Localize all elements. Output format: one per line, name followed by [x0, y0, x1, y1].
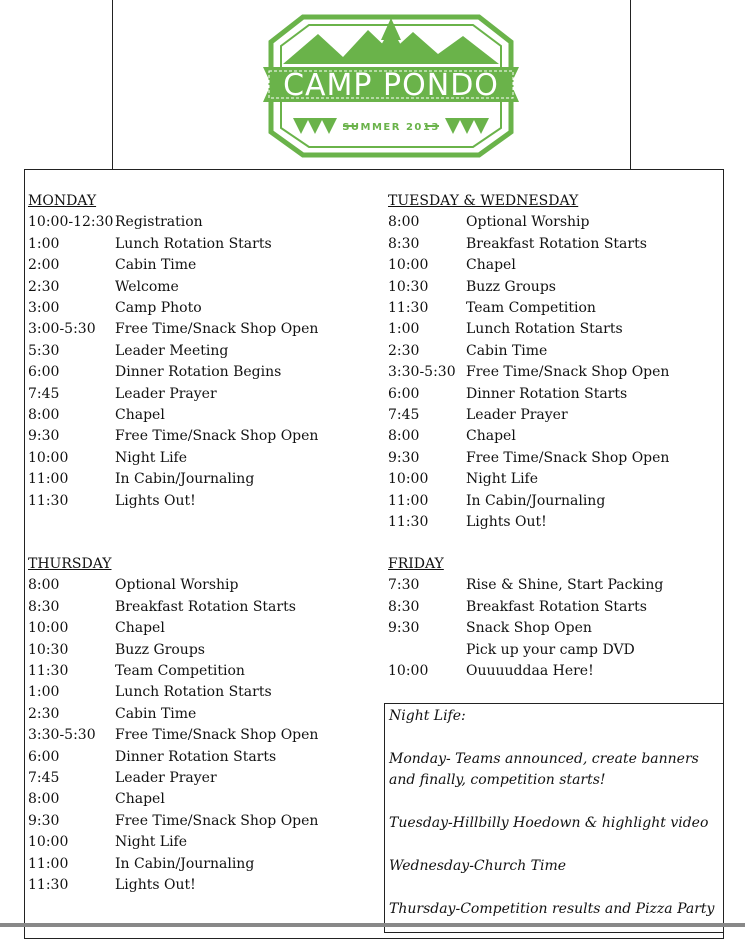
- schedule-event: Breakfast Rotation Starts: [115, 598, 296, 615]
- day-rows: [388, 575, 663, 682]
- schedule-time: 2:30: [28, 278, 60, 295]
- schedule-event: Chapel: [115, 407, 165, 424]
- schedule-row: [28, 426, 318, 447]
- schedule-time: 7:45: [28, 770, 60, 787]
- schedule-row: [388, 277, 669, 298]
- schedule-time: 8:00: [388, 214, 420, 231]
- schedule-time: 9:30: [388, 620, 420, 637]
- schedule-row: [388, 575, 663, 596]
- schedule-event: In Cabin/Journaling: [115, 471, 255, 488]
- schedule-row: [388, 640, 663, 661]
- schedule-time: 8:00: [388, 428, 420, 445]
- schedule-time: 7:45: [28, 385, 60, 402]
- camp-logo: [263, 12, 519, 158]
- schedule-row: [28, 832, 318, 853]
- schedule-event: Night Life: [466, 471, 539, 488]
- day-rows: [28, 575, 318, 896]
- schedule-row: [28, 618, 318, 639]
- schedule-row: [28, 491, 318, 512]
- schedule-time: 10:30: [388, 278, 429, 295]
- night-life-item: Tuesday-Hillbilly Hoedown & highlight video: [389, 815, 709, 831]
- schedule-row: [28, 875, 318, 896]
- schedule-time: 6:00: [388, 385, 420, 402]
- thursday-schedule: [28, 554, 318, 897]
- logo-subtitle: SUMMER 2013: [342, 122, 440, 133]
- schedule-time: 8:30: [388, 598, 420, 615]
- schedule-row: [28, 854, 318, 875]
- schedule-time: 10:00: [388, 663, 429, 680]
- schedule-time: 1:00: [28, 235, 60, 252]
- schedule-row: [28, 319, 318, 340]
- schedule-row: [28, 725, 318, 746]
- schedule-row: [28, 298, 318, 319]
- schedule-row: [28, 597, 318, 618]
- schedule-row: [28, 768, 318, 789]
- schedule-event: Snack Shop Open: [466, 620, 592, 637]
- schedule-row: [28, 575, 318, 596]
- schedule-event: Free Time/Snack Shop Open: [115, 812, 319, 829]
- schedule-time: 11:00: [28, 471, 69, 488]
- schedule-time: 10:00: [28, 834, 69, 851]
- logo-title: CAMP PONDO: [283, 68, 499, 103]
- schedule-row: [388, 426, 669, 447]
- schedule-event: Leader Meeting: [115, 342, 229, 359]
- schedule-event: Free Time/Snack Shop Open: [466, 364, 670, 381]
- schedule-time: 1:00: [388, 321, 420, 338]
- schedule-event: Chapel: [466, 257, 516, 274]
- schedule-event: Leader Prayer: [466, 407, 568, 424]
- schedule-event: In Cabin/Journaling: [115, 855, 255, 872]
- schedule-row: [388, 661, 663, 682]
- day-title: FRIDAY: [388, 556, 444, 572]
- schedule-event: Cabin Time: [115, 257, 197, 274]
- schedule-time: 3:30-5:30: [388, 364, 456, 381]
- schedule-time: 11:00: [388, 492, 429, 509]
- schedule-row: [28, 341, 318, 362]
- night-life-heading: Night Life:: [389, 708, 466, 724]
- schedule-event: Breakfast Rotation Starts: [466, 598, 647, 615]
- schedule-time: 3:00-5:30: [28, 321, 96, 338]
- schedule-time: 3:30-5:30: [28, 727, 96, 744]
- schedule-time: 10:00: [28, 449, 69, 466]
- schedule-row: [28, 405, 318, 426]
- schedule-row: [28, 704, 318, 725]
- logo-frame: [112, 0, 631, 170]
- schedule-time: 7:30: [388, 577, 420, 594]
- schedule-row: [388, 341, 669, 362]
- schedule-event: Free Time/Snack Shop Open: [115, 321, 319, 338]
- bottom-scroll-strip: [0, 923, 745, 927]
- schedule-row: [28, 747, 318, 768]
- schedule-event: Cabin Time: [466, 342, 548, 359]
- schedule-time: 10:00: [388, 257, 429, 274]
- monday-schedule: [28, 191, 318, 512]
- schedule-row: [388, 319, 669, 340]
- schedule-event: Chapel: [115, 791, 165, 808]
- schedule-time: 10:00-12:30: [28, 214, 114, 231]
- schedule-event: Buzz Groups: [115, 641, 205, 658]
- schedule-event: Free Time/Snack Shop Open: [115, 727, 319, 744]
- schedule-time: 8:00: [28, 791, 60, 808]
- schedule-row: [28, 384, 318, 405]
- schedule-time: [388, 640, 466, 661]
- schedule-event: Night Life: [115, 834, 188, 851]
- schedule-event: Welcome: [115, 278, 179, 295]
- schedule-row: [388, 234, 669, 255]
- schedule-time: 1:00: [28, 684, 60, 701]
- night-life-item: Monday- Teams announced, create banners and finally, competition starts!: [389, 750, 699, 789]
- schedule-row: [28, 811, 318, 832]
- schedule-row: [28, 362, 318, 383]
- schedule-row: [388, 405, 669, 426]
- schedule-time: 8:00: [28, 577, 60, 594]
- day-rows: [28, 212, 318, 512]
- schedule-time: 10:00: [388, 471, 429, 488]
- schedule-time: 6:00: [28, 748, 60, 765]
- schedule-row: [28, 212, 318, 233]
- schedule-time: 3:00: [28, 300, 60, 317]
- schedule-row: [28, 277, 318, 298]
- schedule-time: 11:30: [388, 300, 429, 317]
- schedule-row: [28, 255, 318, 276]
- schedule-time: 11:30: [28, 877, 69, 894]
- schedule-row: [388, 469, 669, 490]
- schedule-event: Leader Prayer: [115, 385, 217, 402]
- schedule-event: Lunch Rotation Starts: [115, 235, 272, 252]
- schedule-event: Lights Out!: [115, 492, 196, 509]
- schedule-row: [388, 362, 669, 383]
- schedule-time: 7:45: [388, 407, 420, 424]
- schedule-event: Pick up your camp DVD: [466, 641, 635, 658]
- schedule-event: Rise & Shine, Start Packing: [466, 577, 664, 594]
- schedule-event: Optional Worship: [466, 214, 590, 231]
- night-life-item: Thursday-Competition results and Pizza Party: [389, 900, 715, 917]
- schedule-time: 9:30: [28, 428, 60, 445]
- day-title: TUESDAY & WEDNESDAY: [388, 193, 579, 209]
- schedule-time: 6:00: [28, 364, 60, 381]
- friday-schedule: [388, 554, 663, 682]
- schedule-row: [388, 255, 669, 276]
- schedule-row: [28, 789, 318, 810]
- schedule-event: Lunch Rotation Starts: [115, 684, 272, 701]
- schedule-row: [388, 212, 669, 233]
- schedule-time: 11:00: [28, 855, 69, 872]
- schedule-time: 2:30: [28, 705, 60, 722]
- schedule-event: Chapel: [466, 428, 516, 445]
- schedule-row: [388, 298, 669, 319]
- night-life-item: Wednesday-Church Time: [389, 857, 567, 874]
- schedule-event: Team Competition: [115, 663, 245, 680]
- schedule-event: Lights Out!: [466, 514, 547, 531]
- schedule-time: 11:30: [388, 514, 429, 531]
- schedule-event: Breakfast Rotation Starts: [466, 235, 647, 252]
- schedule-time: 8:30: [388, 235, 420, 252]
- schedule-time: 11:30: [28, 663, 69, 680]
- schedule-row: [28, 682, 318, 703]
- schedule-event: Buzz Groups: [466, 278, 556, 295]
- schedule-row: [388, 448, 669, 469]
- schedule-event: Dinner Rotation Begins: [115, 364, 282, 381]
- schedule-time: 10:30: [28, 641, 69, 658]
- schedule-event: Lunch Rotation Starts: [466, 321, 623, 338]
- schedule-row: [388, 618, 663, 639]
- schedule-row: [388, 384, 669, 405]
- schedule-event: Team Competition: [466, 300, 596, 317]
- schedule-time: 5:30: [28, 342, 60, 359]
- schedule-row: [388, 597, 663, 618]
- schedule-event: Optional Worship: [115, 577, 239, 594]
- schedule-time: 9:30: [388, 449, 420, 466]
- schedule-event: In Cabin/Journaling: [466, 492, 606, 509]
- schedule-event: Dinner Rotation Starts: [466, 385, 628, 402]
- schedule-time: 11:30: [28, 492, 69, 509]
- schedule-row: [388, 512, 669, 533]
- day-title: THURSDAY: [28, 556, 112, 572]
- schedule-event: Registration: [115, 214, 203, 231]
- night-life-notes: [384, 703, 724, 933]
- schedule-event: Camp Photo: [115, 300, 202, 317]
- schedule-event: Cabin Time: [115, 705, 197, 722]
- schedule-row: [28, 448, 318, 469]
- schedule-time: 8:30: [28, 598, 60, 615]
- day-title: MONDAY: [28, 193, 97, 209]
- schedule-event: Night Life: [115, 449, 188, 466]
- tuesday-wednesday-schedule: [388, 191, 669, 534]
- schedule-row: [28, 234, 318, 255]
- schedule-time: 9:30: [28, 812, 60, 829]
- day-rows: [388, 212, 669, 533]
- schedule-event: Free Time/Snack Shop Open: [466, 449, 670, 466]
- schedule-time: 2:00: [28, 257, 60, 274]
- schedule-event: Chapel: [115, 620, 165, 637]
- schedule-row: [28, 640, 318, 661]
- schedule-row: [388, 491, 669, 512]
- schedule-time: 2:30: [388, 342, 420, 359]
- schedule-event: Free Time/Snack Shop Open: [115, 428, 319, 445]
- schedule-event: Dinner Rotation Starts: [115, 748, 277, 765]
- schedule-event: Lights Out!: [115, 877, 196, 894]
- schedule-row: [28, 661, 318, 682]
- schedule-time: 10:00: [28, 620, 69, 637]
- schedule-time: 8:00: [28, 407, 60, 424]
- schedule-row: [28, 469, 318, 490]
- schedule-event: Leader Prayer: [115, 770, 217, 787]
- schedule-event: Ouuuuddaa Here!: [466, 663, 594, 680]
